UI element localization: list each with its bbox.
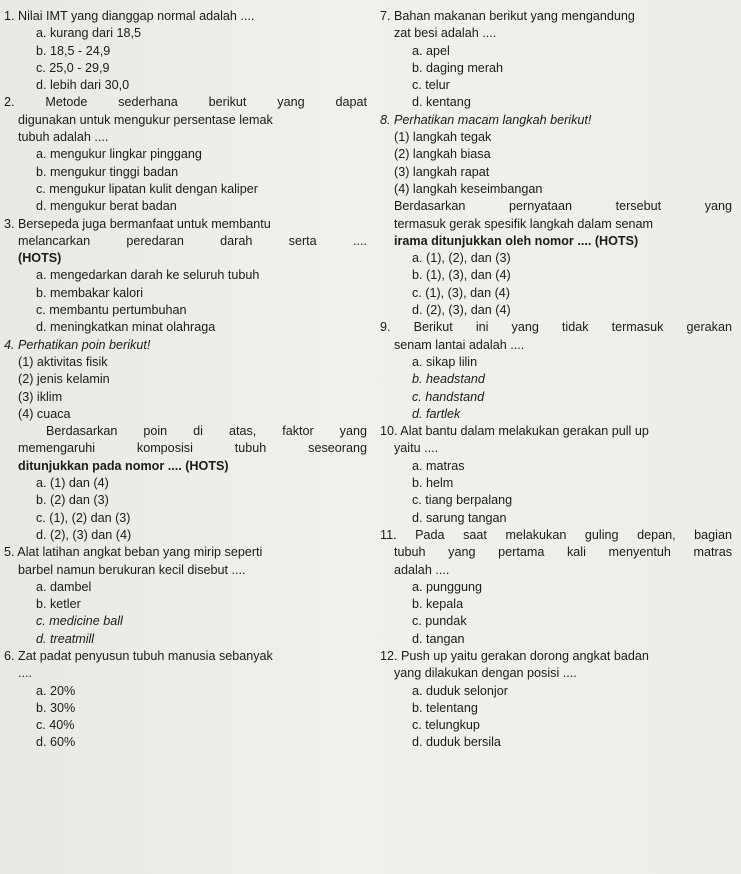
question-3-hots-label: (HOTS) <box>18 251 62 266</box>
q8-point-1: (1) langkah tegak <box>394 130 492 145</box>
question-7-stem-line-2: zat besi adalah .... <box>394 26 497 41</box>
q4-paragraph-line-1: Berdasarkan poin di atas, faktor yang <box>46 424 367 439</box>
question-2-stem-line-3: tubuh adalah .... <box>18 130 109 145</box>
question-4-stem <box>4 337 367 354</box>
q4-point-4: (4) cuaca <box>18 406 71 421</box>
left-column <box>4 8 367 752</box>
q1-option-b[interactable]: b. 18,5 - 24,9 <box>36 43 111 58</box>
q1-option-c[interactable]: c. 25,0 - 29,9 <box>36 60 110 75</box>
q9-option-c[interactable] <box>380 389 732 406</box>
q12-option-d[interactable]: d. duduk bersila <box>412 735 501 750</box>
q11-option-a[interactable]: a. punggung <box>412 579 483 594</box>
q3-option-c[interactable]: c. membantu pertumbuhan <box>36 303 187 318</box>
q7-option-d[interactable]: d. kentang <box>412 95 471 110</box>
question-11-stem-line-1: 11. Pada saat melakukan guling depan, bagian <box>380 527 732 542</box>
q11-option-d[interactable]: d. tangan <box>412 631 465 646</box>
q10-option-d[interactable]: d. sarung tangan <box>412 510 507 525</box>
q8-point-3: (3) langkah rapat <box>394 164 490 179</box>
q3-option-b[interactable]: b. membakar kalori <box>36 285 144 300</box>
question-6-stem-line-1: 6. Zat padat penyusun tubuh manusia sebanyak <box>4 648 273 663</box>
q4-point-2: (2) jenis kelamin <box>18 372 110 387</box>
question-8-stem <box>380 112 732 129</box>
q4-paragraph-line-2: memengaruhi komposisi tubuh seseorang <box>18 441 367 456</box>
q4-point-1: (1) aktivitas fisik <box>18 354 108 369</box>
q8-option-c[interactable]: c. (1), (3), dan (4) <box>412 285 510 300</box>
question-4-stem-text: 4. Perhatikan poin berikut! <box>4 337 151 352</box>
q9-option-c-text: c. handstand <box>412 389 485 404</box>
question-12-stem-line-1: 12. Push up yaitu gerakan dorong angkat badan <box>380 648 649 663</box>
q5-option-d[interactable] <box>4 631 367 648</box>
q9-option-a[interactable]: a. sikap lilin <box>412 354 478 369</box>
q8-option-a[interactable]: a. (1), (2), dan (3) <box>412 251 511 266</box>
q9-option-d[interactable] <box>380 406 732 423</box>
q4-point-3: (3) iklim <box>18 389 63 404</box>
question-8-stem-text: 8. Perhatikan macam langkah berikut! <box>380 112 592 127</box>
question-2-stem-line-2: digunakan untuk mengukur persentase lemak <box>18 112 273 127</box>
q2-option-c[interactable]: c. mengukur lipatan kulit dengan kaliper <box>36 181 258 196</box>
q10-option-c[interactable]: c. tiang berpalang <box>412 493 513 508</box>
question-3-stem-line-1: 3. Bersepeda juga bermanfaat untuk membantu <box>4 216 271 231</box>
right-column <box>380 8 732 752</box>
question-2-stem-line-1: 2. Metode sederhana berikut yang dapat <box>4 95 367 110</box>
question-3-stem-line-2: melancarkan peredaran darah serta .... <box>18 233 367 248</box>
q9-option-b-text: b. headstand <box>412 372 485 387</box>
question-10-stem-line-2: yaitu .... <box>394 441 439 456</box>
q2-option-b[interactable]: b. mengukur tinggi badan <box>36 164 179 179</box>
q5-option-a[interactable]: a. dambel <box>36 579 92 594</box>
question-5-stem-line-2: barbel namun berukuran kecil disebut .... <box>18 562 246 577</box>
q4-option-a[interactable]: a. (1) dan (4) <box>36 476 109 491</box>
q5-option-c-text: c. medicine ball <box>36 614 123 629</box>
q1-option-d[interactable]: d. lebih dari 30,0 <box>36 78 130 93</box>
question-11-stem-line-2: tubuh yang pertama kali menyentuh matras <box>394 545 732 560</box>
q6-option-d[interactable]: d. 60% <box>36 735 76 750</box>
q12-option-c[interactable]: c. telungkup <box>412 718 480 733</box>
q6-option-b[interactable]: b. 30% <box>36 700 76 715</box>
q8-paragraph-line-3: irama ditunjukkan oleh nomor .... (HOTS) <box>394 233 639 248</box>
question-1-stem: 1. Nilai IMT yang dianggap normal adalah .... <box>4 9 255 23</box>
q12-option-b[interactable]: b. telentang <box>412 700 478 715</box>
q7-option-a[interactable]: a. apel <box>412 43 450 58</box>
q7-option-b[interactable]: b. daging merah <box>412 60 504 75</box>
q8-option-d[interactable]: d. (2), (3), dan (4) <box>412 303 511 318</box>
q3-option-d[interactable]: d. meningkatkan minat olahraga <box>36 320 216 335</box>
q6-option-a[interactable]: a. 20% <box>36 683 76 698</box>
q7-option-c[interactable]: c. telur <box>412 78 450 93</box>
q4-option-b[interactable]: b. (2) dan (3) <box>36 493 109 508</box>
q4-option-d[interactable]: d. (2), (3) dan (4) <box>36 527 132 542</box>
question-6-stem-line-2: .... <box>18 666 32 681</box>
question-11-stem-line-3: adalah .... <box>394 562 450 577</box>
q5-option-c[interactable] <box>4 613 367 630</box>
q8-point-4: (4) langkah keseimbangan <box>394 181 543 196</box>
q3-option-a[interactable]: a. mengedarkan darah ke seluruh tubuh <box>36 268 260 283</box>
q9-option-d-text: d. fartlek <box>412 406 461 421</box>
question-5-stem-line-1: 5. Alat latihan angkat beban yang mirip seperti <box>4 545 263 560</box>
question-7-stem-line-1: 7. Bahan makanan berikut yang mengandung <box>380 9 635 23</box>
q9-option-b[interactable] <box>380 371 732 388</box>
q5-option-b[interactable]: b. ketler <box>36 597 81 612</box>
q4-option-c[interactable]: c. (1), (2) dan (3) <box>36 510 131 525</box>
q11-option-c[interactable]: c. pundak <box>412 614 467 629</box>
q2-option-d[interactable]: d. mengukur berat badan <box>36 199 177 214</box>
q4-paragraph-line-3: ditunjukkan pada nomor .... (HOTS) <box>18 458 229 473</box>
question-10-stem-line-1: 10. Alat bantu dalam melakukan gerakan pull up <box>380 424 649 439</box>
q8-paragraph-line-2: termasuk gerak spesifik langkah dalam senam <box>394 216 653 231</box>
question-12-stem-line-2: yang dilakukan dengan posisi .... <box>394 666 577 681</box>
q10-option-b[interactable]: b. helm <box>412 476 454 491</box>
question-9-stem-line-1: 9. Berikut ini yang tidak termasuk gerakan <box>380 320 732 335</box>
q6-option-c[interactable]: c. 40% <box>36 718 75 733</box>
q11-option-b[interactable]: b. kepala <box>412 597 464 612</box>
q1-option-a[interactable]: a. kurang dari 18,5 <box>36 26 142 41</box>
q10-option-a[interactable]: a. matras <box>412 458 465 473</box>
q8-point-2: (2) langkah biasa <box>394 147 491 162</box>
q2-option-a[interactable]: a. mengukur lingkar pinggang <box>36 147 202 162</box>
q12-option-a[interactable]: a. duduk selonjor <box>412 683 508 698</box>
question-9-stem-line-2: senam lantai adalah .... <box>394 337 525 352</box>
q8-paragraph-line-1: Berdasarkan pernyataan tersebut yang <box>394 199 732 214</box>
q5-option-d-text: d. treatmill <box>36 631 95 646</box>
q8-option-b[interactable]: b. (1), (3), dan (4) <box>412 268 511 283</box>
